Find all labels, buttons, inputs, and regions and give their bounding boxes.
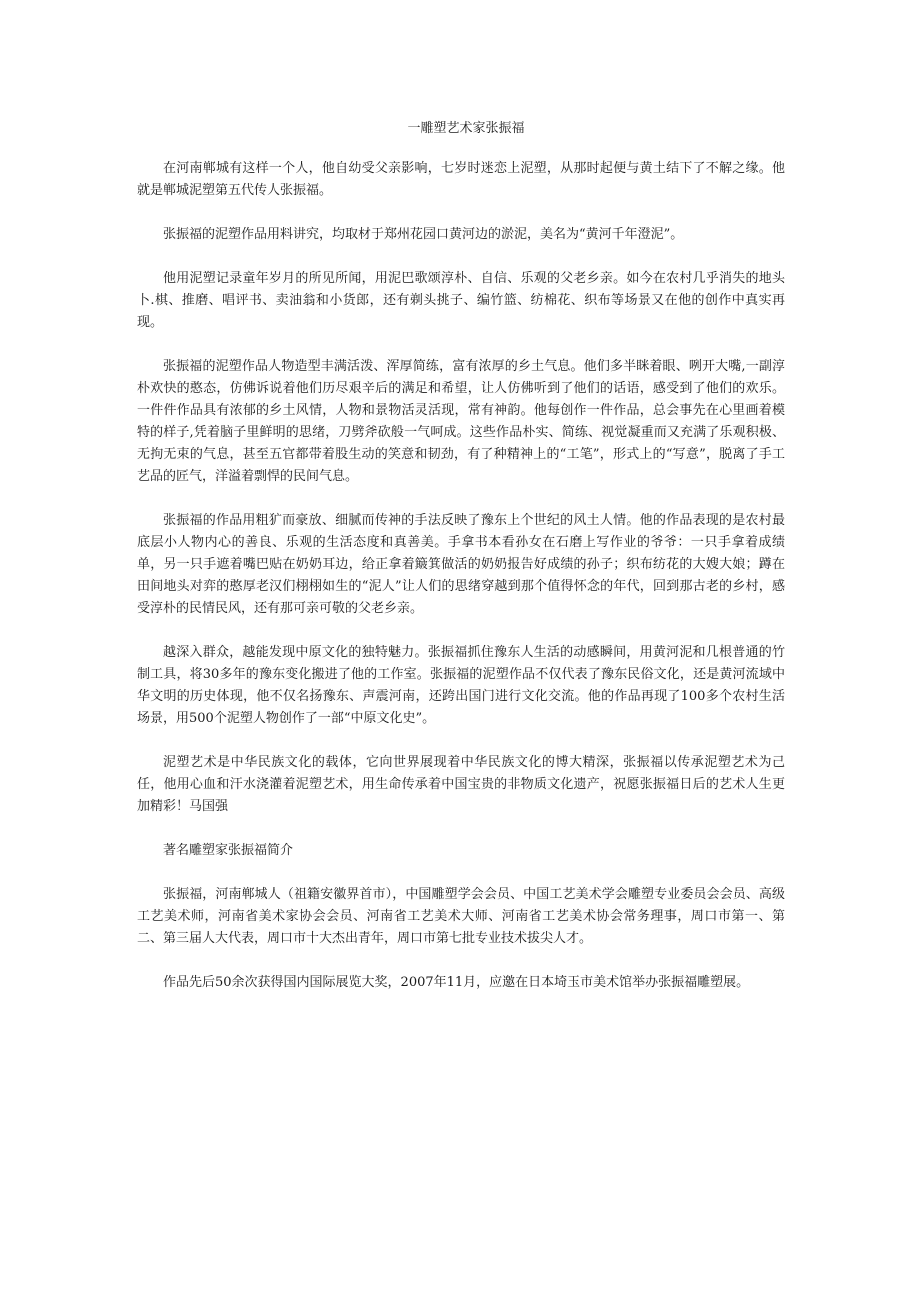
document-page [137, 118, 785, 1016]
bio-subheading: 著名雕塑家张振福简介 [163, 843, 294, 858]
paragraph-bio: 张振福，河南郸城人（祖籍安徽界首市），中国雕塑学会会员、中国工艺美术学会雕塑专业委员会会员、高级工艺美术师，河南省美术家协会会员、河南省工艺美术大师、河南省工艺美术协会常务理事，周口市第一、第二、第三届人大代表，周口市十大杰出青年，周口市第七批专业技术拔尖人才。 [137, 887, 785, 946]
document-title: 一雕塑艺术家张振福 [407, 121, 525, 136]
paragraph-culture: 越深入群众，越能发现中原文化的独特魅力。张振福抓住豫东人生活的动感瞬间，用黄河泥和几根普通的竹制工具，将30多年的豫东变化搬进了他的工作室。张振福的泥塑作品不仅代表了豫东民俗文化，还是黄河流域中华文明的历史体现，他不仅名扬豫东、声震河南，还跨出国门进行文化交流。他的作品再现了100多个农村生活场景，用500个泥塑人物创作了一部“中原文化史”。 [137, 645, 785, 726]
paragraph-childhood-scenes: 他用泥塑记录童年岁月的所见所闻，用泥巴歌颂淳朴、自信、乐观的父老乡亲。如今在农村几乎消失的地头卜.棋、推磨、唱评书、卖油翁和小货郎，还有剃头挑子、编竹篮、纺棉花、织布等场景又在他的创作中真实再现。 [137, 271, 785, 330]
paragraph-materials: 张振福的泥塑作品用料讲究，均取材于郑州花园口黄河边的淤泥，美名为“黄河千年澄泥”。 [163, 227, 684, 242]
paragraph-closing: 泥塑艺术是中华民族文化的载体，它向世界展现着中华民族文化的博大精深，张振福以传承泥塑艺术为己任，他用心血和汗水浇灌着泥塑艺术，用生命传承着中国宝贵的非物质文化遗产，祝愿张振福日后的艺术人生更加精彩！马国强 [137, 755, 785, 814]
paragraph-awards: 作品先后50余次获得国内国际展览大奖，2007年11月，应邀在日本埼玉市美术馆举办张振福雕塑展。 [163, 975, 750, 990]
paragraph-style: 张振福的泥塑作品人物造型丰满活泼、浑厚简练，富有浓厚的乡土气息。他们多半眯着眼、咧开大嘴,一副淳朴欢快的憨态，仿佛诉说着他们历尽艰辛后的满足和希望，让人仿佛听到了他们的话语，感受到了他们的欢乐。一件件作品具有浓郁的乡土风情，人物和景物活灵活现，常有神韵。他每创作一件作品，总会事先在心里画着模特的样子,凭着脑子里鲜明的思绪，刀劈斧砍般一气呵成。这些作品朴实、简练、视觉凝重而又充满了乐观积极、无拘无束的气息，甚至五官都带着股生动的笑意和韧劲，有了种精神上的“工笔”，形式上的“写意”，脱离了手工艺品的匠气，洋溢着剽悍的民间气息。 [137, 359, 785, 484]
paragraph-customs: 张振福的作品用粗犷而豪放、细腻而传神的手法反映了豫东上个世纪的风土人情。他的作品表现的是农村最底层小人物内心的善良、乐观的生活态度和真善美。手拿书本看孙女在石磨上写作业的爷爷：一只手拿着成绩单，另一只手遮着嘴巴贴在奶奶耳边，给正拿着簸箕做活的奶奶报告好成绩的孙子；织布纺花的大嫂大娘；蹲在田间地头对弈的憨厚老汉们栩栩如生的“泥人”让人们的思绪穿越到那个值得怀念的年代，回到那古老的乡村，感受淳朴的民情民风，还有那可亲可敬的父老乡亲。 [137, 513, 785, 616]
paragraph-intro: 在河南郸城有这样一个人，他自幼受父亲影响，七岁时迷恋上泥塑，从那时起便与黄土结下了不解之缘。他就是郸城泥塑第五代传人张振福。 [137, 161, 785, 198]
